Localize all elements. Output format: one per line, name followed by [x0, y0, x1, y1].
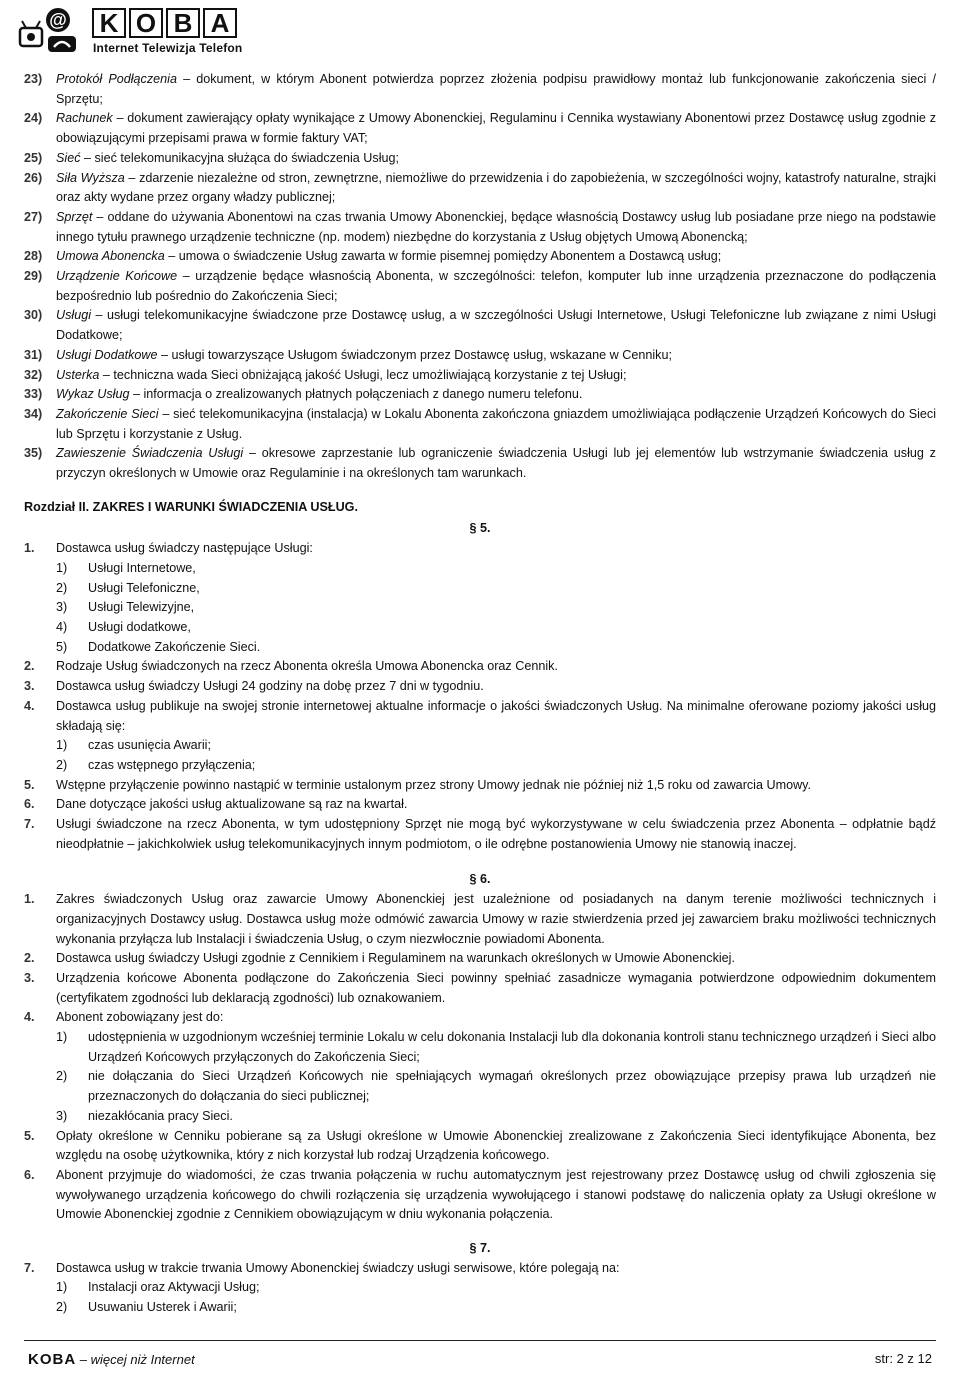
section-7-heading: § 7.: [469, 1241, 491, 1256]
definition-text: [56, 366, 936, 386]
section-6-list: [24, 890, 936, 1225]
definition-text: [56, 385, 936, 405]
chapter-heading: Rozdział II. ZAKRES I WARUNKI ŚWIADCZENIA USŁUG.: [24, 499, 358, 514]
item-text: Dostawca usług publikuje na swojej stronie internetowej aktualne informacje o jakości świadczonych Usług. Na minimalne oferowane poziomy jakości usług składają się:: [56, 698, 936, 733]
footer-brand-line: [28, 1351, 195, 1368]
item-text: Dane dotyczące jakości usług aktualizowane są raz na kwartał.: [56, 797, 408, 812]
sub-item-text: nie dołączania do Sieci Urządzeń Końcowych nie spełniających wymagań określonych przez obowiązujące przepisy prawa lub urządzeń nie przeznaczonych do dołączania do sieci publicznej;: [88, 1069, 936, 1104]
item-text: Dostawca usług w trakcie trwania Umowy Abonenckiej świadczy usługi serwisowe, które polegają na:: [56, 1260, 620, 1275]
definition-number: 26): [24, 170, 43, 185]
section-7-list: [24, 1259, 936, 1318]
item-number: 3.: [24, 970, 35, 985]
logo-letter: O: [129, 8, 163, 38]
definition-text: [56, 70, 936, 109]
definition-item: [24, 405, 936, 444]
definition-body: – dokument zawierający opłaty wynikające z Umowy Abonenckiej, Regulaminu i Cennika wystawiany Abonentowi przez Dostawcę usług zgodnie z obowiązującymi przepisami prawa w formie faktury VAT;: [56, 111, 936, 146]
sub-item-number: 2): [56, 757, 68, 772]
definition-number: 29): [24, 269, 43, 284]
sub-item-text: Instalacji oraz Aktywacji Usług;: [88, 1280, 260, 1295]
definitions-list: [24, 70, 936, 484]
sub-item: [56, 756, 936, 776]
section-item: [24, 1166, 936, 1225]
item-number: 3.: [24, 679, 35, 694]
section-item: [24, 795, 936, 815]
definition-term: Sieć: [56, 150, 81, 165]
section-item: [24, 697, 936, 736]
definition-body: – usługi towarzyszące Usługom świadczonym przez Dostawcę usług, wskazane w Cenniku;: [157, 347, 672, 362]
sub-item-text: Usługi Internetowe,: [88, 560, 196, 575]
logo-letter: B: [166, 8, 200, 38]
definition-item: [24, 385, 936, 405]
definition-number: 25): [24, 150, 43, 165]
sub-item-number: 1): [56, 560, 68, 575]
sub-item-number: 5): [56, 639, 68, 654]
sub-item-text: udostępnienia w uzgodnionym wcześniej terminie Lokalu w celu dokonania Instalacji lub dla dokonania kontroli stanu technicznego urządzeń i Sieci albo Urządzeń Końcowych przyłączonych do Zakończenia Sieci;: [88, 1030, 936, 1064]
definition-term: Usługi Dodatkowe: [56, 347, 158, 362]
definition-number: 28): [24, 249, 43, 264]
sub-item-text: Dodatkowe Zakończenie Sieci.: [88, 639, 261, 654]
definition-body: – sieć telekomunikacyjna (instalacja) w Lokalu Abonenta zakończona gniazdem umożliwiająca podłączenie Urządzeń Końcowych do Sieci lub Sprzętu i korzystanie z Usług.: [56, 406, 937, 441]
item-text: Opłaty określone w Cenniku pobierane są za Usługi określone w Umowie Abonenckiej zrealizowane z Zakończenia Sieci identyfikujące Abonenta, bez względu na osobę użytkownika, który z nich korzystał lub rodzaj Urządzenia końcowego.: [56, 1128, 936, 1163]
definition-number: 30): [24, 308, 43, 323]
definition-number: 27): [24, 209, 43, 224]
definition-term: Zawieszenie Świadczenia Usługi: [56, 446, 244, 461]
definition-number: 34): [24, 406, 43, 421]
definition-text: [56, 208, 936, 247]
definition-body: – sieć telekomunikacyjna służąca do świadczenia Usług;: [80, 150, 400, 165]
section-item: [24, 949, 936, 969]
sub-item: [56, 736, 936, 756]
logo-letter: K: [92, 8, 126, 38]
sub-item-text: Usługi dodatkowe,: [88, 619, 191, 634]
sub-item: [56, 1028, 936, 1067]
definition-item: [24, 169, 936, 208]
item-number: 4.: [24, 698, 35, 713]
section-item: [24, 890, 936, 949]
item-text: Wstępne przyłączenie powinno nastąpić w terminie ustalonym przez strony Umowy jednak nie później niż 1,5 roku od zawarcia Umowy.: [56, 777, 812, 792]
section-item: [24, 1127, 936, 1166]
sub-item-number: 1): [56, 1280, 68, 1295]
section-item: [24, 1259, 936, 1279]
logo-letter: A: [203, 8, 237, 38]
definition-term: Siła Wyższa: [56, 170, 125, 185]
definition-number: 31): [24, 347, 43, 362]
item-number: 2.: [24, 659, 35, 674]
definition-item: [24, 208, 936, 247]
sub-item: [56, 1067, 936, 1106]
item-text: Dostawca usług świadczy Usługi 24 godziny na dobę przez 7 dni w tygodniu.: [56, 679, 484, 694]
definition-text: [56, 247, 936, 267]
header-logo: [18, 6, 258, 56]
sub-item: [56, 618, 936, 638]
definition-text: [56, 346, 936, 366]
sub-item: [56, 559, 936, 579]
sub-item: [56, 1278, 936, 1298]
item-text: Abonent przyjmuje do wiadomości, że czas trwania połączenia w ruchu automatycznym jest rejestrowany przez Dostawcę usług od chwili zgłoszenia się wywoływanego urządzenia końcowego do chwili rozłączenia się urządzenia wywołującego i stanowi podstawę do naliczenia opłaty za Usługi określone w Umowie Abonenckiej zgodnie z Cennikiem obowiązującym w dniu wykonania połączenia.: [56, 1167, 936, 1222]
definition-item: [24, 346, 936, 366]
definition-body: – oddane do używania Abonentowi na czas trwania Umowy Abonenckiej, będące własnością Dostawcy usług lub posiadane prze niego na podstawie innego tytułu prawnego urządzenie techniczne (np. modem) niezbędne do korzystania z Usług objętych Umową Abonencką;: [56, 209, 936, 244]
definition-number: 23): [24, 72, 43, 86]
section-item: [24, 1008, 936, 1028]
page-footer: [24, 1340, 936, 1368]
definition-text: [56, 149, 936, 169]
definition-body: – usługi telekomunikacyjne świadczone prze Dostawcę usług, a w szczególności Usługi Internetowe, Usługi Telefoniczne lub związane z nimi Usługi Dodatkowe;: [56, 308, 936, 343]
definition-term: Rachunek: [56, 111, 113, 126]
sub-item: [56, 1107, 936, 1127]
section-item: [24, 776, 936, 796]
item-text: Abonent zobowiązany jest do:: [56, 1010, 224, 1025]
item-text: Dostawca usług świadczy następujące Usługi:: [56, 541, 313, 556]
sub-item-number: 1): [56, 1030, 68, 1045]
definition-item: [24, 109, 936, 148]
sub-item-number: 1): [56, 738, 68, 753]
item-number: 4.: [24, 1010, 35, 1025]
item-number: 6.: [24, 1167, 35, 1182]
definition-body: – umowa o świadczenie Usług zawarta w formie pisemnej pomiędzy Abonentem a Dostawcą usług;: [164, 249, 722, 264]
definition-number: 35): [24, 446, 43, 461]
logo-tagline: Internet Telewizja Telefon: [93, 41, 243, 55]
item-number: 2.: [24, 951, 35, 966]
item-number: 1.: [24, 892, 35, 907]
footer-slogan: – więcej niż Internet: [76, 1352, 195, 1367]
section-item: [24, 815, 936, 854]
item-number: 5.: [24, 777, 35, 792]
svg-text:@: @: [49, 10, 67, 30]
item-number: 5.: [24, 1128, 35, 1143]
definition-body: – urządzenie będące własnością Abonenta, w szczególności: telefon, komputer lub inne urządzenia przeznaczone do podłączenia bezpośrednio lub pośrednio do Zakończenia Sieci;: [56, 269, 936, 303]
definition-term: Urządzenie Końcowe: [56, 269, 178, 284]
section-item: [24, 677, 936, 697]
definition-item: [24, 149, 936, 169]
sub-item: [56, 598, 936, 618]
sub-item-number: 4): [56, 619, 68, 634]
definition-term: Sprzęt: [56, 209, 93, 224]
sub-item-text: Usługi Telewizyjne,: [88, 600, 195, 615]
definition-body: – informacja o zrealizowanych płatnych połączeniach z danego numeru telefonu.: [129, 387, 583, 402]
section-item: [24, 969, 936, 1008]
section-item: [24, 657, 936, 677]
item-text: Rodzaje Usług świadczonych na rzecz Abonenta określa Umowa Abonencka oraz Cennik.: [56, 659, 558, 674]
sub-item-number: 2): [56, 1300, 68, 1315]
definition-number: 33): [24, 387, 43, 402]
sub-item-number: 2): [56, 580, 68, 595]
section-5-list: [24, 539, 936, 854]
definition-text: [56, 267, 936, 306]
item-number: 7.: [24, 817, 35, 832]
sub-item: [56, 1298, 936, 1318]
definition-term: Usterka: [56, 367, 100, 382]
definition-text: [56, 169, 936, 208]
definition-item: [24, 444, 936, 483]
definition-term: Umowa Abonencka: [56, 249, 165, 264]
definition-item: [24, 267, 936, 306]
definition-text: [56, 444, 936, 483]
definition-term: Usługi: [56, 308, 91, 323]
definition-item: [24, 247, 936, 267]
document-body: [24, 70, 936, 1318]
definition-body: – dokument, w którym Abonent potwierdza poprzez złożenia podpisu prawidłowy montaż lub funkcjonowanie zakończenia sieci / Sprzętu;: [56, 72, 936, 106]
definition-term: Zakończenie Sieci: [56, 406, 159, 421]
item-text: Dostawca usług świadczy Usługi zgodnie z Cennikiem i Regulaminem na warunkach określonych w Umowie Abonenckiej.: [56, 951, 735, 966]
sub-item-text: czas usunięcia Awarii;: [88, 738, 211, 753]
sub-item: [56, 638, 936, 658]
item-text: Zakres świadczonych Usług oraz zawarcie Umowy Abonenckiej jest uzależnione od posiadanych na danym terenie możliwości technicznych i organizacyjnych Dostawcy usług. Dostawca usług może odmówić zawarcia Umowy w razie stwierdzenia przed jej zawarciem braku możliwości technicznych wykonania przyłącza lub Instalacji i świadczenia Usług, o czym niezwłocznie powiadomi Abonenta.: [56, 892, 936, 946]
sub-item-text: niezakłócania pracy Sieci.: [88, 1108, 233, 1123]
koba-logo-icon: [18, 6, 88, 54]
section-5-heading: § 5.: [469, 521, 491, 536]
sub-item: [56, 579, 936, 599]
footer-brand: KOBA: [28, 1351, 77, 1368]
section-item: [24, 539, 936, 559]
item-number: 6.: [24, 797, 35, 812]
definition-item: [24, 306, 936, 345]
definition-body: – zdarzenie niezależne od stron, zewnętrzne, niemożliwe do przewidzenia i do zapobieżenia, w szczególności wojny, katastrofy naturalne, strajki oraz akty wydane przez organy władzy publicznej;: [56, 170, 936, 205]
definition-number: 32): [24, 367, 43, 382]
sub-item-number: 2): [56, 1069, 68, 1084]
sub-item-text: czas wstępnego przyłączenia;: [88, 757, 256, 772]
definition-item: [24, 70, 936, 109]
sub-item-text: Usługi Telefoniczne,: [88, 580, 200, 595]
section-6-heading: § 6.: [469, 872, 491, 887]
sub-item-text: Usuwaniu Usterek i Awarii;: [88, 1300, 237, 1315]
definition-body: – techniczna wada Sieci obniżającą jakość Usługi, lecz umożliwiającą korzystanie z tej Usługi;: [99, 367, 627, 382]
definition-term: Protokół Podłączenia: [56, 72, 177, 86]
definition-text: [56, 306, 936, 345]
page-number: str: 2 z 12: [874, 1351, 932, 1366]
item-text: Usługi świadczone na rzecz Abonenta, w tym udostępniony Sprzęt nie mogą być wykorzystywane w celu świadczenia przez Abonenta – odpłatnie bądź nieodpłatnie – jakichkolwiek usług telekomunikacyjnych innym podmiotom, o ile odrębne postanowienia Umowy nie stanowią inaczej.: [56, 817, 936, 851]
definition-body: – okresowe zaprzestanie lub ograniczenie świadczenia Usługi lub jej elementów lub wstrzymanie świadczenia usług z przyczyn określonych w Umowie oraz Regulaminie i na określonych tam warunkach.: [56, 446, 936, 481]
definition-number: 24): [24, 111, 43, 126]
sub-item-number: 3): [56, 600, 68, 615]
sub-item-number: 3): [56, 1108, 68, 1123]
definition-text: [56, 405, 936, 444]
koba-wordmark: [92, 8, 237, 38]
item-number: 7.: [24, 1260, 35, 1275]
item-number: 1.: [24, 541, 35, 556]
definition-text: [56, 109, 936, 148]
definition-item: [24, 366, 936, 386]
definition-term: Wykaz Usług: [56, 387, 130, 402]
item-text: Urządzenia końcowe Abonenta podłączone do Zakończenia Sieci powinny spełniać zasadnicze wymagania potwierdzone odpowiednim dokumentem (certyfikatem zgodności lub deklaracją zgodności) lub oznakowaniem.: [56, 970, 936, 1005]
